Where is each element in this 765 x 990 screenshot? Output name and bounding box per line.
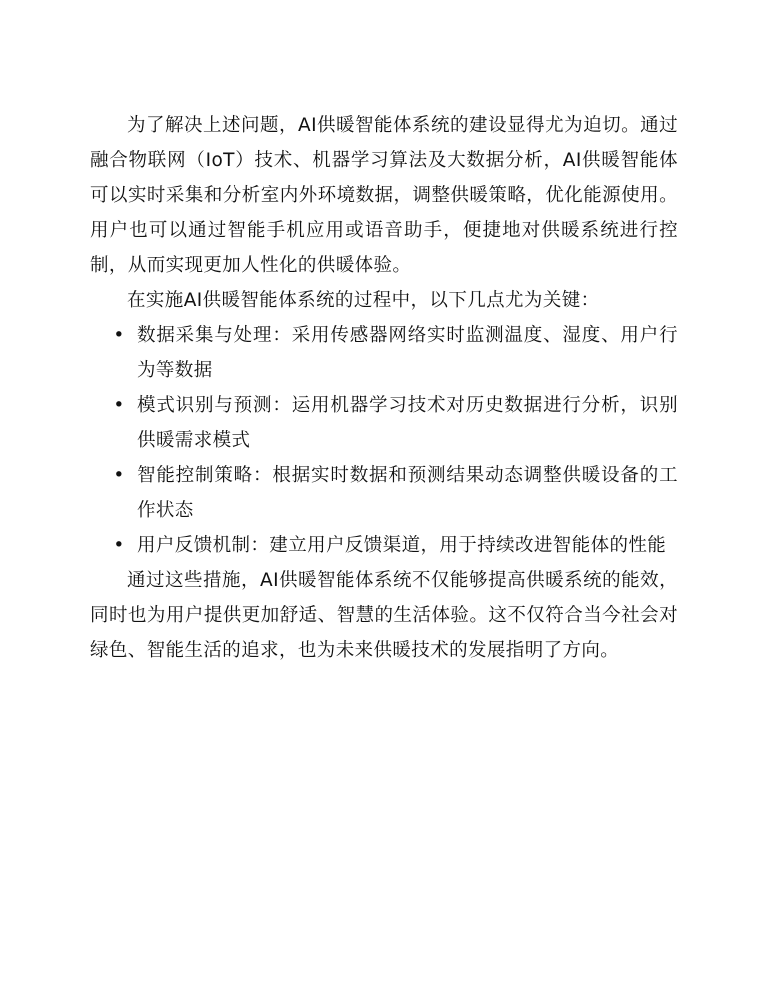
paragraph-conclusion: 通过这些措施，AI供暖智能体系统不仅能够提高供暖系统的能效，同时也为用户提供更加舒适、智慧的生活体验。这不仅符合当今社会对绿色、智能生活的追求，也为未来供暖技术的发展指明了方向。 bbox=[90, 570, 678, 661]
key-points-list bbox=[90, 318, 678, 563]
paragraph-key-points-lead: 在实施AI供暖智能体系统的过程中，以下几点尤为关键： bbox=[127, 290, 600, 311]
paragraph-intro: 为了解决上述问题，AI供暖智能体系统的建设显得尤为迫切。通过融合物联网（IoT）技术、机器学习算法及大数据分析，AI供暖智能体可以实时采集和分析室内外环境数据，调整供暖策略，优化能源使用。用户也可以通过智能手机应用或语音助手，便捷地对供暖系统进行控制，从而实现更加人性化的供暖体验。 bbox=[90, 115, 678, 276]
list-item-text: 智能控制策略：根据实时数据和预测结果动态调整供暖设备的工作状态 bbox=[137, 465, 678, 521]
list-item bbox=[90, 388, 678, 458]
bullet-icon: • bbox=[113, 535, 125, 556]
list-item-text: 数据采集与处理：采用传感器网络实时监测温度、湿度、用户行为等数据 bbox=[137, 325, 678, 381]
bullet-icon: • bbox=[113, 395, 125, 416]
document-page bbox=[90, 108, 678, 668]
list-item bbox=[90, 318, 678, 388]
list-item bbox=[90, 528, 678, 563]
bullet-icon: • bbox=[113, 465, 125, 486]
list-item bbox=[90, 458, 678, 528]
bullet-icon: • bbox=[113, 325, 125, 346]
list-item-text: 用户反馈机制：建立用户反馈渠道，用于持续改进智能体的性能 bbox=[137, 535, 667, 556]
list-item-text: 模式识别与预测：运用机器学习技术对历史数据进行分析，识别供暖需求模式 bbox=[137, 395, 678, 451]
